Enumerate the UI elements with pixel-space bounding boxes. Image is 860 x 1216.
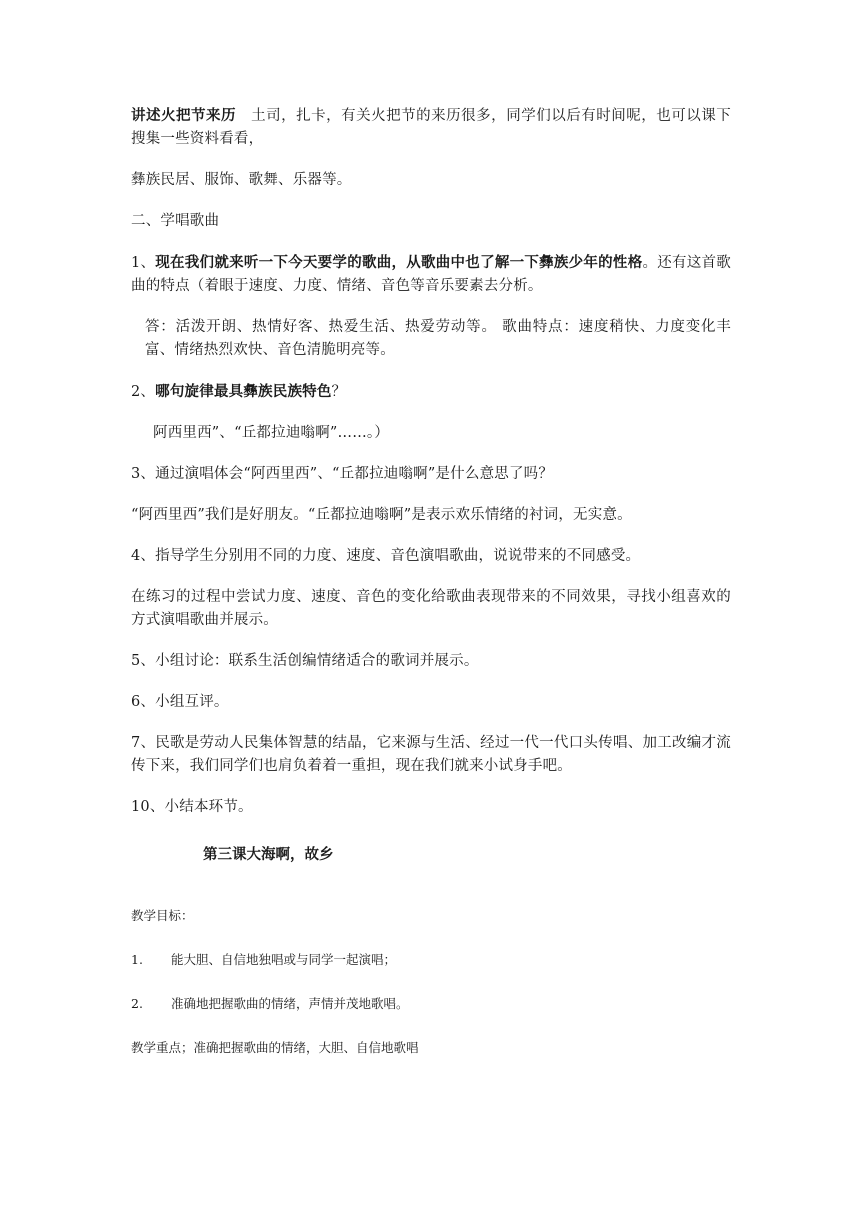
paragraph-step-2 bbox=[131, 380, 731, 404]
text-fire-festival: 土司，扎卡，有关火把节的来历很多，同学们以后有时间呢，也可以课下搜集一些资料看看， bbox=[131, 108, 731, 147]
paragraph-melody-answer: 阿西里西”、“丘都拉迪嗡啊”……。） bbox=[153, 425, 390, 441]
paragraph-step-7: 7、民歌是劳动人民集体智慧的结晶，它来源与生活、经过一代一代口头传唱、加工改编才流传下来，我们同学们也肩负着着一重担，现在我们就来小试身手吧。 bbox=[131, 735, 731, 774]
paragraph-answer: 答：活泼开朗、热情好客、热爱生活、热爱劳动等。 歌曲特点：速度稍快、力度变化丰富、情绪热烈欢快、音色清脆明亮等。 bbox=[145, 319, 731, 358]
goal-text: 准确地把握歌曲的情绪，声情并茂地歌唱。 bbox=[171, 996, 409, 1011]
goal-number: 2. bbox=[131, 996, 143, 1011]
paragraph-step-1 bbox=[131, 251, 731, 298]
goal-number: 1. bbox=[131, 952, 143, 967]
paragraph-step-10: 10、小结本环节。 bbox=[131, 799, 253, 815]
goals-heading: 教学目标： bbox=[131, 908, 194, 923]
step-text: ？ bbox=[331, 384, 347, 400]
goal-item bbox=[131, 950, 731, 970]
step-number: 1、 bbox=[131, 255, 156, 271]
paragraph-step-5: 5、小组讨论：联系生活创编情绪适合的歌词并展示。 bbox=[131, 653, 479, 669]
step-number: 2、 bbox=[131, 384, 156, 400]
paragraph-practice: 在练习的过程中尝试力度、速度、音色的变化给歌曲表现带来的不同效果，寻找小组喜欢的方式演唱歌曲并展示。 bbox=[131, 589, 731, 628]
paragraph-fire-festival bbox=[131, 104, 731, 151]
lesson-title: 第三课大海啊，故乡 bbox=[203, 846, 334, 863]
heading-fire-festival: 讲述火把节来历 bbox=[131, 107, 237, 124]
section-heading-learn-song: 二、学唱歌曲 bbox=[131, 213, 220, 229]
document-body bbox=[131, 104, 731, 1082]
step-bold-text: 现在我们就来听一下今天要学的歌曲，从歌曲中也了解一下彝族少年的性格 bbox=[155, 254, 643, 271]
step-text: 。还有这首歌曲的特点（着眼于速度、力度、情绪、音色等音乐要素去分析。 bbox=[131, 255, 731, 294]
paragraph-step-4: 4、指导学生分别用不同的力度、速度、音色演唱歌曲，说说带来的不同感受。 bbox=[131, 548, 641, 564]
paragraph-step-6: 6、小组互评。 bbox=[131, 694, 229, 710]
goal-item bbox=[131, 994, 731, 1014]
key-point: 教学重点；准确把握歌曲的情绪，大胆、自信地歌唱 bbox=[131, 1040, 419, 1055]
paragraph-yi-culture: 彝族民居、服饰、歌舞、乐器等。 bbox=[131, 172, 352, 188]
goal-text: 能大胆、自信地独唱或与同学一起演唱； bbox=[171, 952, 397, 967]
paragraph-meaning: “阿西里西”我们是好朋友。“丘都拉迪嗡啊”是表示欢乐情绪的衬词，无实意。 bbox=[131, 507, 632, 523]
step-bold-text: 哪句旋律最具彝族民族特色 bbox=[155, 383, 332, 400]
paragraph-step-3: 3、通过演唱体会“阿西里西”、“丘都拉迪嗡啊”是什么意思了吗？ bbox=[131, 466, 554, 482]
